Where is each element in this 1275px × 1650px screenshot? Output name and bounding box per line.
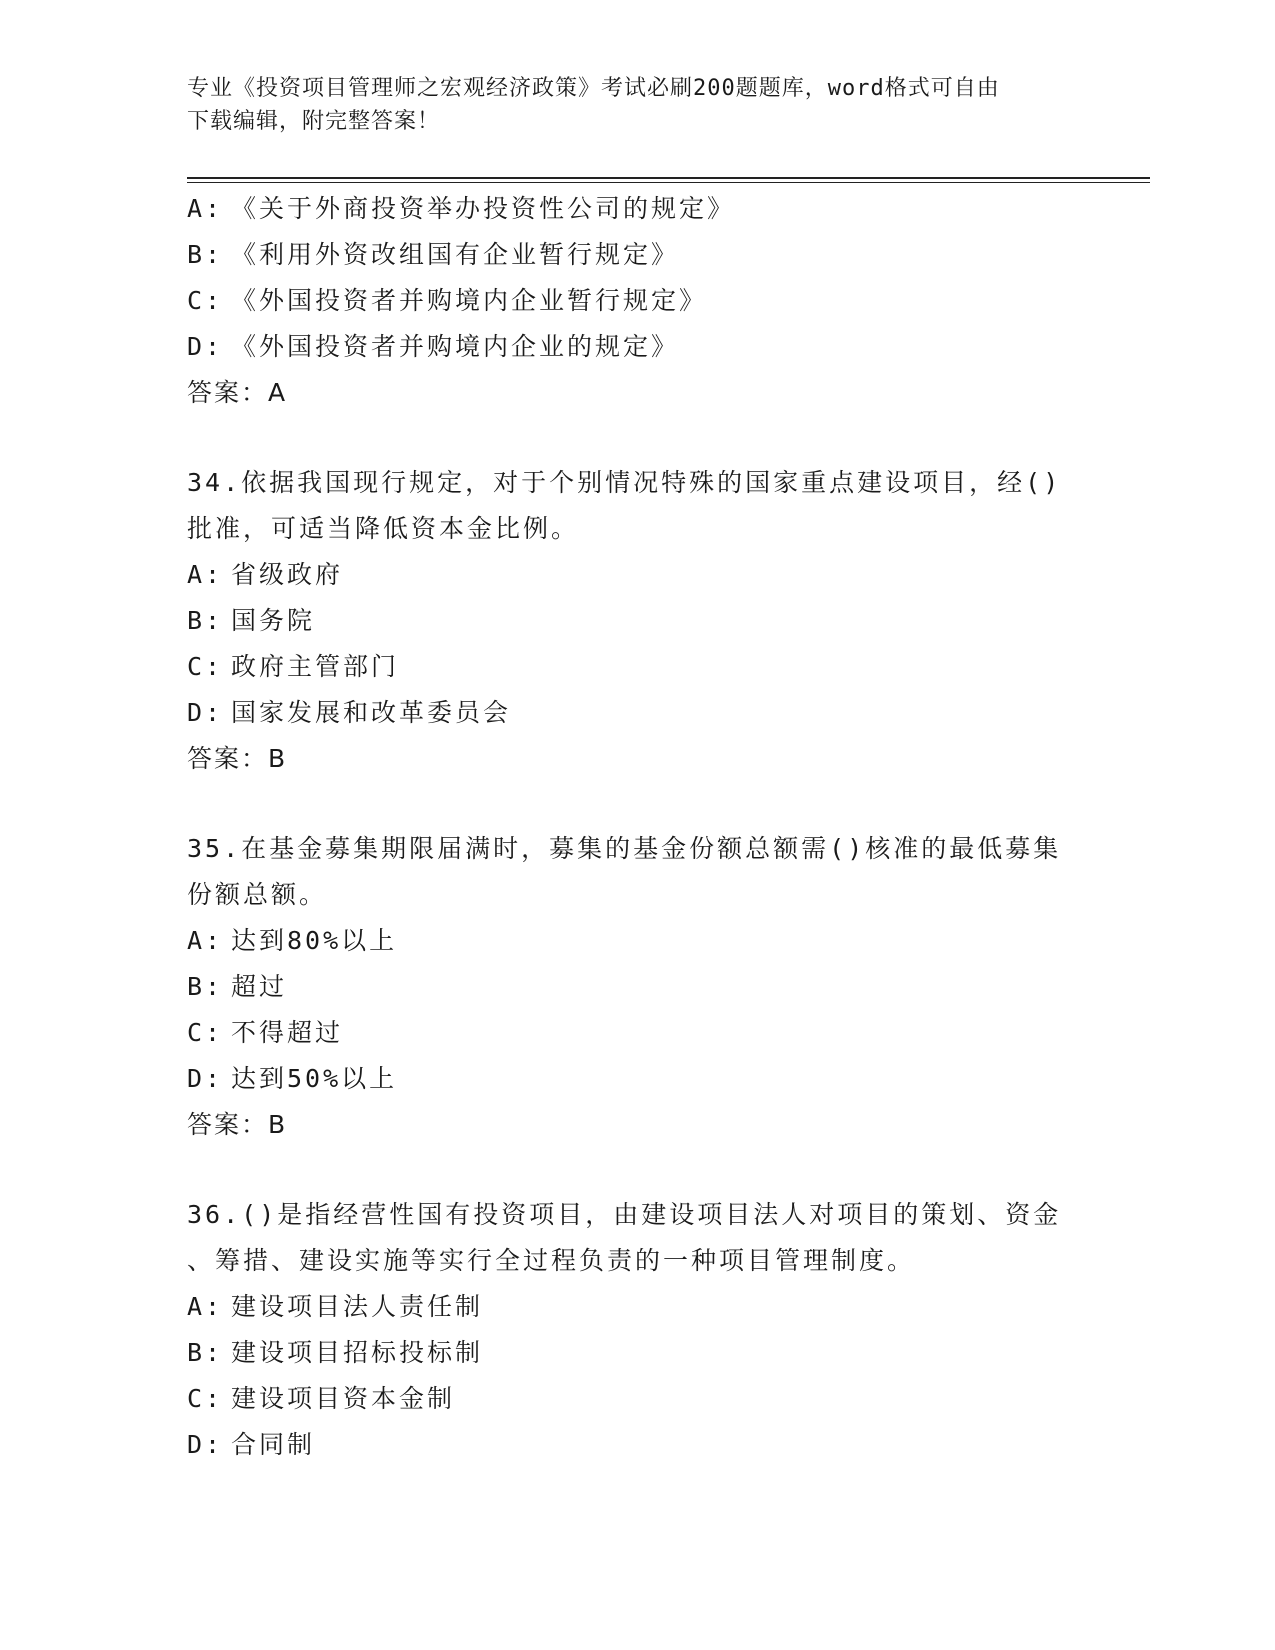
option-letter: D: — [187, 332, 224, 361]
question-33 — [187, 186, 1087, 416]
option-text: 合同制 — [231, 1430, 316, 1459]
option-text: 《外国投资者并购境内企业暂行规定》 — [231, 286, 708, 315]
option-letter: B: — [187, 972, 224, 1001]
option-c — [187, 1010, 1087, 1056]
option-letter: D: — [187, 1430, 224, 1459]
header-divider — [187, 177, 1150, 183]
question-stem-line-1: 34.依据我国现行规定，对于个别情况特殊的国家重点建设项目，经() — [187, 468, 1062, 497]
option-text: 建设项目法人责任制 — [231, 1292, 484, 1321]
option-text: 《利用外资改组国有企业暂行规定》 — [231, 240, 680, 269]
question-spacer — [187, 416, 1087, 460]
option-text: 《外国投资者并购境内企业的规定》 — [231, 332, 680, 361]
document-header — [187, 72, 1067, 138]
option-letter: B: — [187, 606, 224, 635]
option-text: 建设项目资本金制 — [231, 1384, 456, 1413]
option-d — [187, 1056, 1087, 1102]
option-c — [187, 278, 1087, 324]
option-a — [187, 918, 1087, 964]
option-a — [187, 186, 1087, 232]
question-spacer — [187, 1148, 1087, 1192]
option-text: 达到80%以上 — [231, 926, 398, 955]
option-letter: C: — [187, 652, 224, 681]
option-letter: C: — [187, 1384, 224, 1413]
option-text: 省级政府 — [231, 560, 344, 589]
option-letter: A: — [187, 926, 224, 955]
question-stem-line-2: 份额总额。 — [187, 880, 328, 909]
option-letter: D: — [187, 698, 224, 727]
question-stem-line-2: 、筹措、建设实施等实行全过程负责的一种项目管理制度。 — [187, 1246, 916, 1275]
question-spacer — [187, 782, 1087, 826]
option-text: 不得超过 — [231, 1018, 344, 1047]
option-letter: C: — [187, 1018, 224, 1047]
option-letter: B: — [187, 1338, 224, 1367]
option-d — [187, 1422, 1087, 1468]
option-letter: A: — [187, 560, 224, 589]
option-c — [187, 644, 1087, 690]
option-b — [187, 232, 1087, 278]
option-text: 《关于外商投资举办投资性公司的规定》 — [231, 194, 736, 223]
question-stem-line-1: 36.()是指经营性国有投资项目，由建设项目法人对项目的策划、资金 — [187, 1200, 1062, 1229]
option-a — [187, 1284, 1087, 1330]
option-text: 建设项目招标投标制 — [231, 1338, 484, 1367]
header-title-line-2: 下载编辑，附完整答案！ — [187, 109, 441, 134]
option-b — [187, 598, 1087, 644]
option-c — [187, 1376, 1087, 1422]
question-stem-line-1: 35.在基金募集期限届满时，募集的基金份额总额需()核准的最低募集 — [187, 834, 1062, 863]
answer-line: 答案：A — [187, 378, 288, 407]
question-35 — [187, 826, 1087, 1148]
option-letter: A: — [187, 1292, 224, 1321]
question-36 — [187, 1192, 1087, 1468]
option-text: 国务院 — [231, 606, 316, 635]
question-34 — [187, 460, 1087, 782]
option-text: 达到50%以上 — [231, 1064, 398, 1093]
option-text: 政府主管部门 — [231, 652, 400, 681]
question-stem-line-2: 批准，可适当降低资本金比例。 — [187, 514, 580, 543]
option-d — [187, 690, 1087, 736]
answer-line: 答案：B — [187, 744, 288, 773]
option-letter: A: — [187, 194, 224, 223]
option-b — [187, 1330, 1087, 1376]
header-title-line-1: 专业《投资项目管理师之宏观经济政策》考试必刷200题题库，word格式可自由 — [187, 76, 1000, 101]
option-text: 国家发展和改革委员会 — [231, 698, 512, 727]
answer-line: 答案：B — [187, 1110, 288, 1139]
option-letter: D: — [187, 1064, 224, 1093]
option-text: 超过 — [231, 972, 288, 1001]
option-letter: C: — [187, 286, 224, 315]
option-letter: B: — [187, 240, 224, 269]
option-d — [187, 324, 1087, 370]
option-a — [187, 552, 1087, 598]
question-list — [187, 186, 1087, 1468]
option-b — [187, 964, 1087, 1010]
